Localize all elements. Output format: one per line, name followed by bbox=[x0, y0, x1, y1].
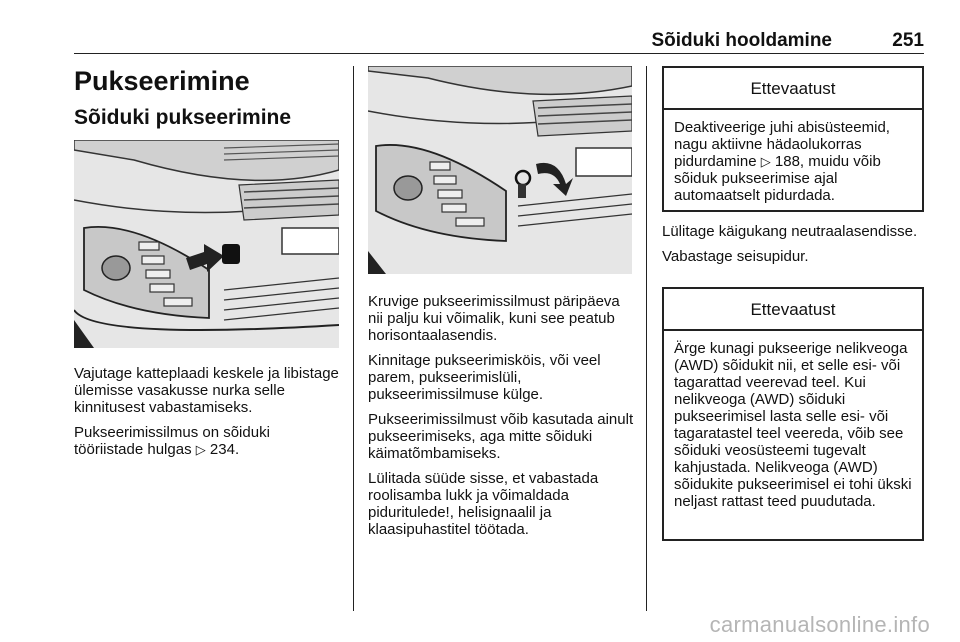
col1-p2-text: Pukseerimissilmus on sõiduki tööriistade hulgas bbox=[74, 424, 270, 458]
col2-paragraph-4: Lülitada süüde sisse, et vabastada roolisamba lukk ja võimaldada piduritulede!, helisignaalil ja klaasipuhastitel töötada. bbox=[368, 470, 599, 538]
page-number: 251 bbox=[892, 30, 924, 51]
caution-box-2 bbox=[662, 287, 924, 541]
caution-2-body: Ärge kunagi pukseerige nelikveoga (AWD) sõidukit nii, et selle esi- või tagarattad veerevad teel. Kui nelikveoga (AWD) sõiduki pukseerimisel lasta selle esi- või tagaratastel teel veereda, võib see sõiduki veosüsteemi tugevalt kahjustada. Nelikveoga (AWD) sõidukite pukseerimisel ei tohi ükski neljast rattast teed puudutada. bbox=[674, 340, 912, 510]
col2-paragraph-3: Pukseerimissilmust võib kasutada ainult pukseerimiseks, aga mitte sõiduki käimatõmbamiseks. bbox=[368, 411, 634, 462]
caution-1-body bbox=[664, 110, 922, 213]
caution-2-title: Ettevaatust bbox=[664, 289, 922, 331]
main-heading: Pukseerimine bbox=[74, 66, 250, 96]
caution-1-text-post: 188, muidu võib sõiduk pukseerimise ajal automaatselt pidurdada. bbox=[674, 153, 881, 204]
caution-box-1 bbox=[662, 66, 924, 212]
col3-paragraph-1: Lülitage käigukang neutraalasendisse. bbox=[662, 223, 918, 240]
col2-paragraph-1: Kruvige pukseerimissilmust päripäeva nii palju kui võimalik, kuni see peatub horisontaalasendis. bbox=[368, 293, 620, 344]
tow-eye-illustration bbox=[368, 66, 632, 274]
page-ref-icon: ▷ bbox=[195, 442, 206, 457]
section-title: Sõiduki hooldamine bbox=[651, 30, 832, 51]
col1-paragraph-2 bbox=[74, 424, 340, 458]
caution-1-title: Ettevaatust bbox=[664, 68, 922, 110]
col1-p2-ref: 234. bbox=[209, 441, 240, 458]
page-header bbox=[74, 24, 924, 54]
col3-paragraph-2: Vabastage seisupidur. bbox=[662, 248, 809, 265]
column-divider-1 bbox=[353, 66, 354, 611]
bumper-cover-illustration bbox=[74, 140, 339, 348]
page-ref-icon: ▷ bbox=[760, 154, 771, 169]
sub-heading: Sõiduki pukseerimine bbox=[74, 106, 292, 129]
column-divider-2 bbox=[646, 66, 647, 611]
col1-paragraph-1: Vajutage katteplaadi keskele ja libistage ülemisse vasakusse nurka selle kinnitusest vabastamiseks. bbox=[74, 365, 339, 416]
caution-1-text: Deaktiveerige juhi abisüsteemid, nagu aktiivne hädaolukorras pidurdamine bbox=[674, 119, 890, 170]
watermark: carmanualsonline.info bbox=[709, 612, 930, 637]
col2-paragraph-2: Kinnitage pukseerimisköis, või veel parem, pukseerimislüli, pukseerimissilmuse külge. bbox=[368, 352, 601, 403]
